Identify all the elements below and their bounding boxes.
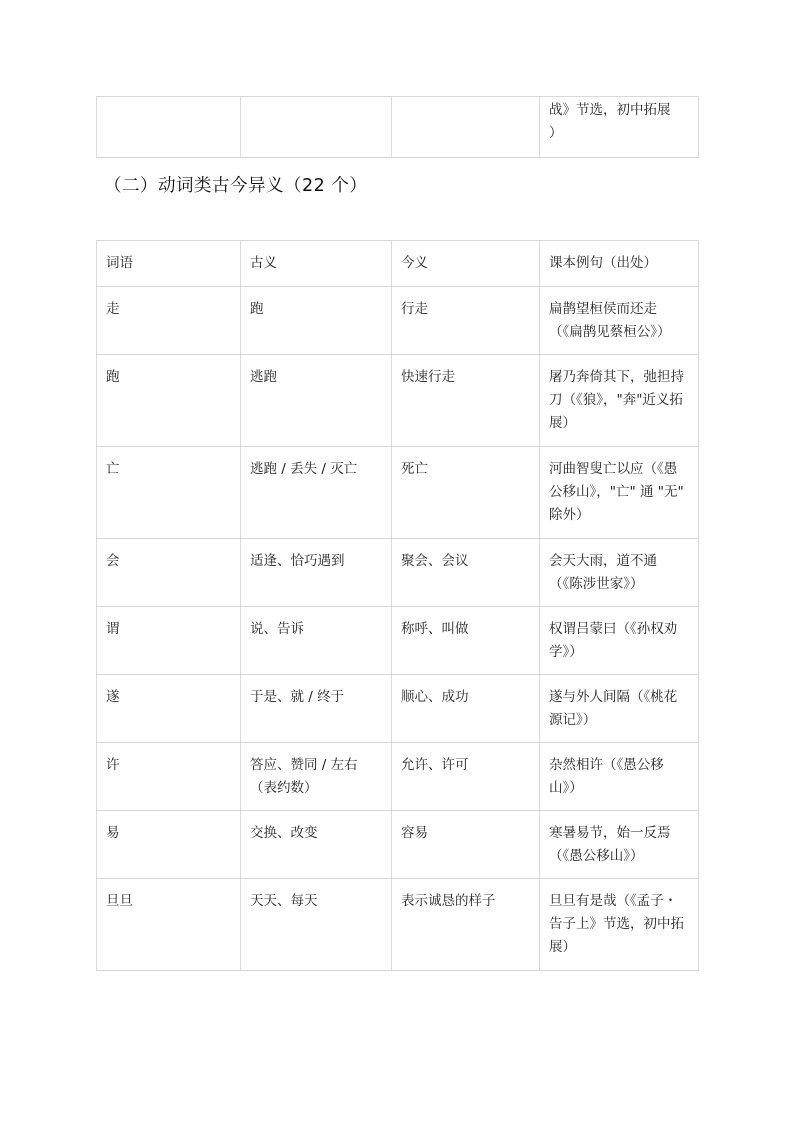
table-cell bbox=[241, 97, 392, 158]
section-heading: （二）动词类古今异义（22 个） bbox=[104, 176, 368, 196]
table-cell: 称呼、叫做 bbox=[392, 607, 540, 675]
table-row bbox=[97, 811, 699, 879]
table-cell: 战》节选，初中拓展 ） bbox=[540, 97, 699, 158]
table-cell: 杂然相许（《愚公移山》） bbox=[540, 743, 699, 811]
table-cell: 于是、就 / 终于 bbox=[241, 675, 392, 743]
table-cell: 寒暑易节，始一反焉（《愚公移山》） bbox=[540, 811, 699, 879]
table-row bbox=[97, 675, 699, 743]
table-row bbox=[97, 879, 699, 971]
table-cell: 遂 bbox=[97, 675, 241, 743]
table-cell: 答应、赞同 / 左右（表约数） bbox=[241, 743, 392, 811]
table-cell: 旦旦有是哉（《孟子・告子上》节选，初中拓展） bbox=[540, 879, 699, 971]
table-cell: 许 bbox=[97, 743, 241, 811]
table-cell bbox=[392, 97, 540, 158]
column-header: 古义 bbox=[241, 241, 392, 287]
column-header: 今义 bbox=[392, 241, 540, 287]
table-row bbox=[97, 607, 699, 675]
table-cell: 交换、改变 bbox=[241, 811, 392, 879]
column-header: 课本例句（出处） bbox=[540, 241, 699, 287]
table-row bbox=[97, 447, 699, 539]
table-cell: 逃跑 bbox=[241, 355, 392, 447]
table-cell: 易 bbox=[97, 811, 241, 879]
table-cell: 顺心、成功 bbox=[392, 675, 540, 743]
table-cell: 会 bbox=[97, 539, 241, 607]
table-cell bbox=[97, 97, 241, 158]
table-cell: 死亡 bbox=[392, 447, 540, 539]
table-cell: 允许、许可 bbox=[392, 743, 540, 811]
table-cell: 扁鹊望桓侯而还走（《扁鹊见蔡桓公》） bbox=[540, 287, 699, 355]
table-cell: 权谓吕蒙曰（《孙权劝学》） bbox=[540, 607, 699, 675]
table-cell: 快速行走 bbox=[392, 355, 540, 447]
table-cell: 亡 bbox=[97, 447, 241, 539]
table-cell: 旦旦 bbox=[97, 879, 241, 971]
table-row bbox=[97, 97, 699, 158]
table-cell: 适逢、恰巧遇到 bbox=[241, 539, 392, 607]
table-row bbox=[97, 743, 699, 811]
table-cell: 逃跑 / 丢失 / 灭亡 bbox=[241, 447, 392, 539]
table-cell: 聚会、会议 bbox=[392, 539, 540, 607]
table-row bbox=[97, 539, 699, 607]
table-cell: 河曲智叟亡以应（《愚公移山》，"亡" 通 "无" 除外） bbox=[540, 447, 699, 539]
table-header-row bbox=[97, 241, 699, 287]
table-cell: 遂与外人间隔（《桃花源记》） bbox=[540, 675, 699, 743]
table-cell: 屠乃奔倚其下，弛担持刀（《狼》，"奔"近义拓展） bbox=[540, 355, 699, 447]
table-cell: 跑 bbox=[241, 287, 392, 355]
table-cell: 天天、每天 bbox=[241, 879, 392, 971]
table-cell: 会天大雨，道不通（《陈涉世家》） bbox=[540, 539, 699, 607]
table-cell: 走 bbox=[97, 287, 241, 355]
verb-meanings-table bbox=[96, 240, 699, 971]
table-row bbox=[97, 287, 699, 355]
table-cell: 说、告诉 bbox=[241, 607, 392, 675]
table-cell: 行走 bbox=[392, 287, 540, 355]
previous-table-fragment bbox=[96, 96, 699, 158]
table-cell: 表示诚恳的样子 bbox=[392, 879, 540, 971]
table-cell: 谓 bbox=[97, 607, 241, 675]
table-row bbox=[97, 355, 699, 447]
table-cell: 跑 bbox=[97, 355, 241, 447]
column-header: 词语 bbox=[97, 241, 241, 287]
table-cell: 容易 bbox=[392, 811, 540, 879]
